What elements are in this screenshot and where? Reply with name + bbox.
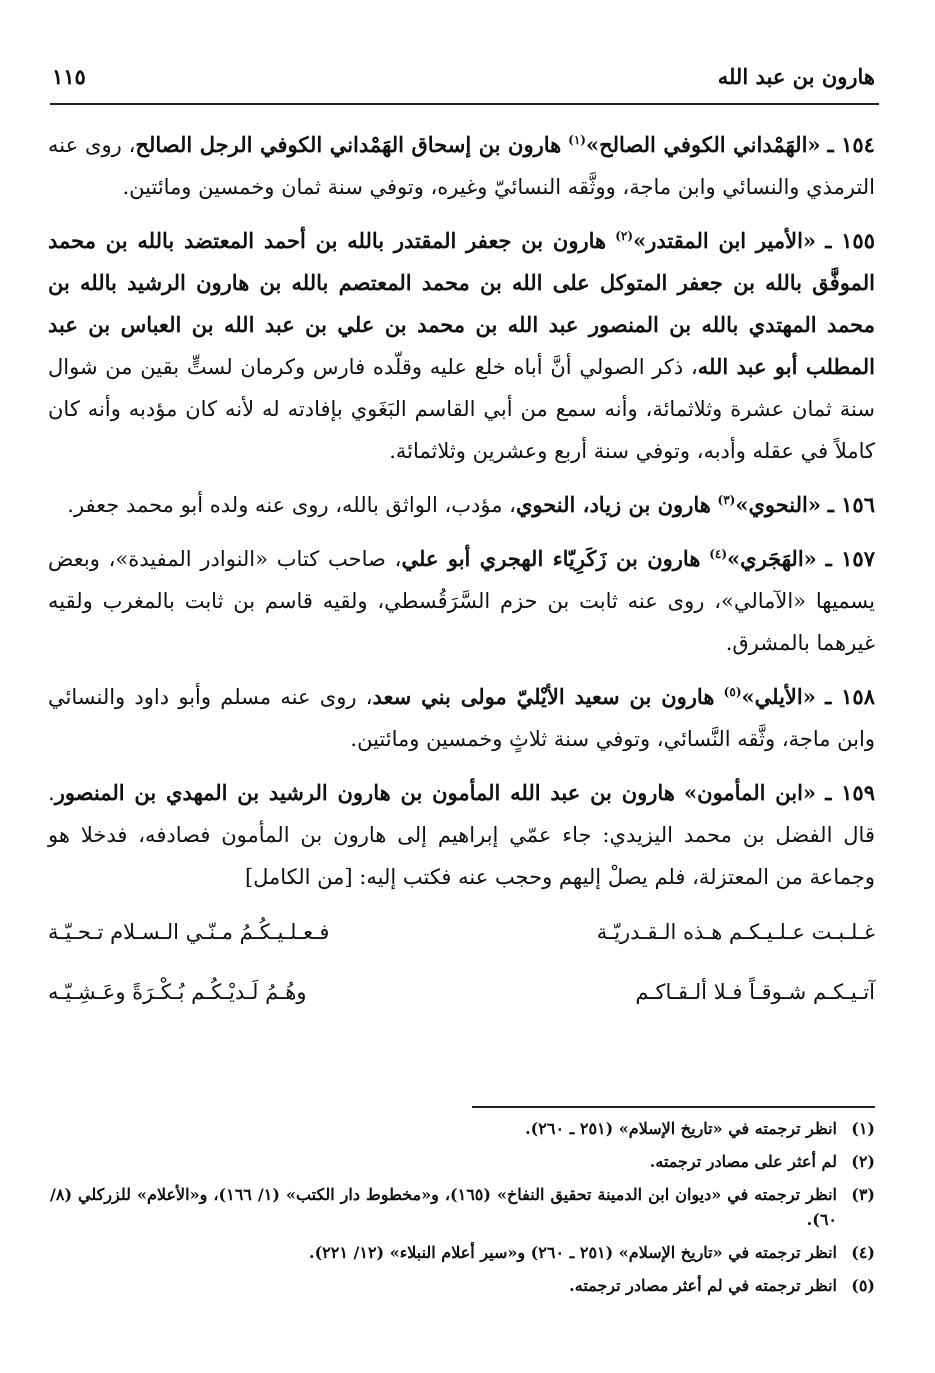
verse-second-hemistich: وهُـمُ لَـديْـكُـم بُـكْـرَةً وعَـشِـيّـه [48, 980, 307, 1004]
entry-156 [48, 484, 875, 526]
verse-first-hemistich: غـلـبـت عـلـيـكـم هـذه الـقـدريّـة [596, 920, 875, 944]
footnote-text: لم أعثر على مصادر ترجمته. [649, 1152, 837, 1171]
footnote-separator [472, 1106, 875, 1108]
footnote-number: (٥) [851, 1276, 875, 1295]
entry-154 [48, 124, 875, 208]
footnote-number: (٢) [851, 1152, 875, 1171]
footnote-number: (١) [851, 1119, 875, 1138]
entry-number: ١٥٧ ـ [825, 546, 875, 571]
entry-number: ١٥٨ ـ [825, 684, 875, 709]
footnote [50, 1273, 875, 1298]
entry-text: ، مؤدب، الواثق بالله، روى عنه ولده أبو محمد جعفر. [67, 493, 516, 517]
entry-text: ، ذكر الصولي أنَّ أباه خلع عليه وقلّده فارس وكرمان لستٍّ بقين من شوال سنة ثمان عشرة وثلاثمائة، وأنه سمع من أبي القاسم البَغَوي بإفادته له لأنه كان مؤدبه وأنه كان كاملاً في عقله وأدبه، وتوفي سنة أربع وعشرين وثلاثمائة. [48, 355, 875, 463]
running-head [52, 56, 875, 96]
footnote-ref: (٥) [723, 685, 742, 699]
entry-name: هارون بن سعيد الأيْليّ مولى بني سعد [372, 684, 715, 709]
running-title: هارون بن عبد الله [717, 63, 875, 89]
entry-158 [48, 676, 875, 760]
entry-155 [48, 220, 875, 472]
entry-nisba: «النحوي» [735, 492, 821, 517]
header-rule [50, 103, 879, 105]
footnote-text: انظر ترجمته في لم أعثر مصادر ترجمته. [569, 1276, 837, 1295]
entry-nisba: «ابن المأمون» [684, 780, 817, 805]
main-text [48, 124, 875, 1022]
entry-number: ١٥٩ ـ [825, 780, 875, 805]
entry-name: هارون بن عبد الله المأمون بن هارون الرشيد بن المهدي بن المنصور [54, 780, 675, 805]
verse-line [48, 962, 875, 1022]
entry-name: هارون بن إسحاق الهَمْداني الكوفي الرجل الصالح [135, 132, 562, 157]
footnote [50, 1116, 875, 1141]
footnote-ref: (٣) [717, 493, 736, 507]
entry-nisba: «الهَمْداني الكوفي الصالح» [585, 132, 821, 157]
entry-157 [48, 538, 875, 664]
entry-text: ، روى عنه الترمذي والنسائي وابن ماجة، ووثَّقه النسائيّ وغيره، وتوفي سنة ثمان وخمسين ومائتين. [48, 133, 875, 199]
entry-text: ، روى عنه مسلم وأبو داود والنسائي وابن ماجة، وثَّقه النَّسائي، وتوفي سنة ثلاثٍ وخمسين ومائتين. [48, 685, 875, 751]
entry-nisba: «الأمير ابن المقتدر» [633, 228, 817, 253]
entry-number: ١٥٥ ـ [825, 228, 875, 253]
entry-name: هارون بن زياد، النحوي [515, 492, 711, 517]
entry-159 [48, 772, 875, 898]
footnote-text: انظر ترجمته في «تاريخ الإسلام» (٢٥١ ـ ٢٦٠). [525, 1119, 837, 1138]
verse-second-hemistich: فـعـلـيـكُـمُ مـنّـي الـسـلام تـحـيّـة [48, 920, 330, 944]
footnote [50, 1149, 875, 1174]
verse-line [48, 902, 875, 962]
footnote [50, 1240, 875, 1265]
verse-first-hemistich: آتـيـكـم شـوقـاً فـلا ألـقـاكـم [635, 980, 875, 1004]
footnote-ref: (١) [568, 133, 586, 147]
footnote-number: (٣) [851, 1185, 875, 1204]
footnote-ref: (٤) [709, 547, 728, 561]
footnote-text: انظر ترجمته في «تاريخ الإسلام» (٢٥١ ـ ٢٦٠) و«سير أعلام النبلاء» (١٢/ ٢٢١). [309, 1243, 837, 1262]
footnote [50, 1182, 875, 1232]
entry-nisba: «الهَجَري» [727, 546, 817, 571]
entry-number: ١٥٤ ـ [827, 132, 875, 157]
footnote-ref: (٢) [615, 229, 634, 243]
footnote-number: (٤) [851, 1243, 875, 1262]
footnotes [50, 1116, 875, 1306]
footnote-text: انظر ترجمته في «ديوان ابن الدمينة تحقيق النفاخ» (١٦٥)، و«مخطوط دار الكتب» (١/ ١٦٦)، و«الأعلام» للزركلي (٨/ ٦٠). [50, 1185, 837, 1229]
entry-name: هارون بن جعفر المقتدر بالله بن أحمد المعتضد بالله بن محمد الموفَّق بالله بن جعفر المتوكل على الله بن محمد المعتصم بالله بن هارون الرشيد بالله بن محمد المهتدي بالله بن المنصور عبد الله بن محمد بن علي بن عبد الله بن العباس بن عبد المطلب أبو عبد الله [48, 228, 875, 379]
entry-text: . قال الفضل بن محمد اليزيدي: جاء عمّي إبراهيم إلى هارون بن المأمون فصادفه، فدخلا هو وجماعة من المعتزلة، فلم يصلْ إليهم وحجب عنه فكتب إليه: [من الكامل] [48, 781, 875, 889]
entry-nisba: «الأيلي» [741, 684, 816, 709]
entry-number: ١٥٦ ـ [827, 492, 875, 517]
entry-name: هارون بن زَكَرِيّاء الهجري أبو علي [401, 546, 701, 571]
entry-text: ، صاحب كتاب «النوادر المفيدة»، وبعض يسميها «الآمالي»، روى عنه ثابت بن حزم السَّرَقُسطي، ولقيه قاسم بن ثابت بالمغرب ولقيه غيرهما بالمشرق. [48, 547, 875, 655]
page-number: ١١٥ [52, 63, 86, 89]
